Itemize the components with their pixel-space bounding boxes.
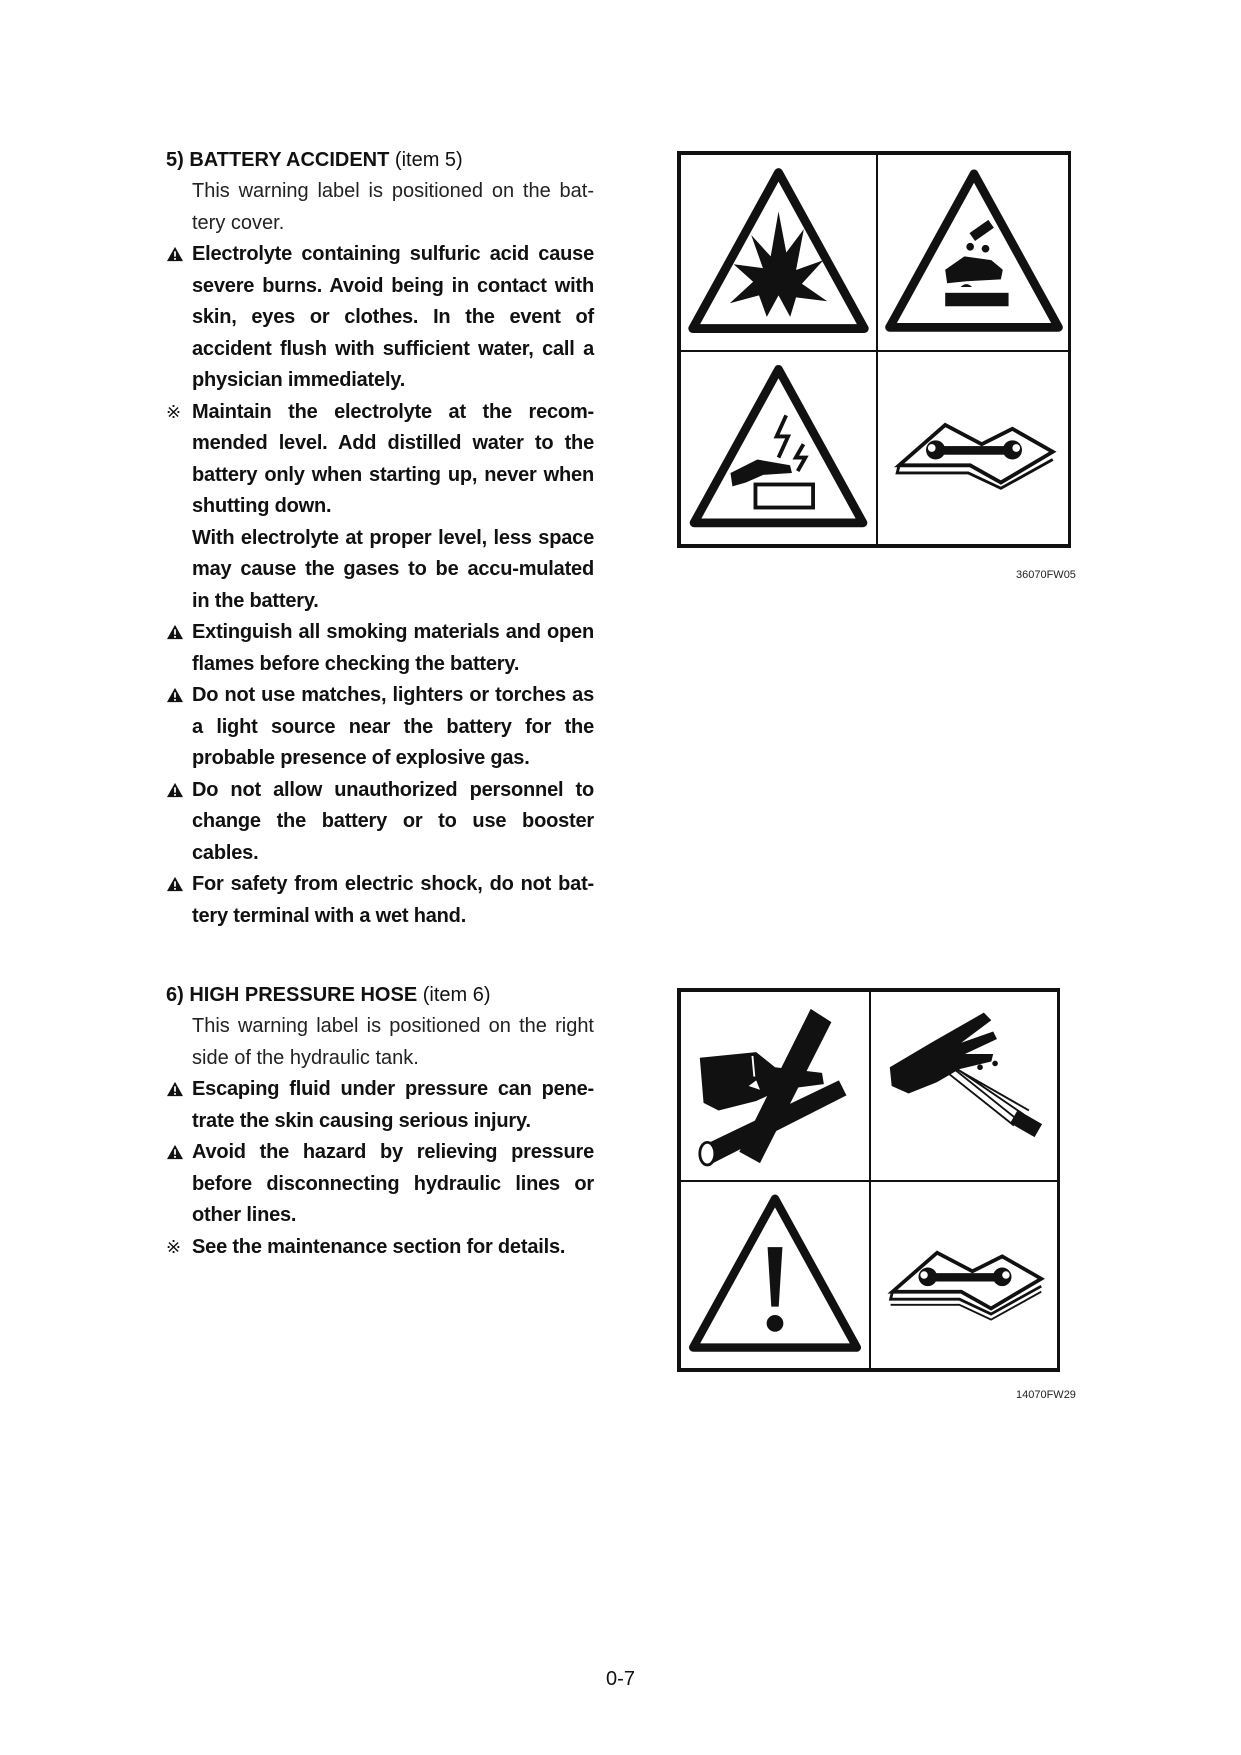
electric-shock-battery-warning-icon bbox=[680, 351, 877, 545]
notes-list bbox=[166, 1074, 594, 1263]
section-title bbox=[166, 145, 594, 176]
section-title bbox=[166, 980, 594, 1011]
page-number: 0-7 bbox=[606, 1668, 635, 1690]
note-text: With electrolyte at proper level, less space may cause the gases to be accu-mulated in the battery. bbox=[192, 526, 594, 612]
general-warning-icon bbox=[680, 1181, 870, 1369]
read-manual-icon bbox=[870, 1181, 1060, 1369]
warning-triangle-icon bbox=[166, 775, 190, 807]
note-item bbox=[166, 397, 594, 523]
fluid-spray-hand-icon bbox=[870, 991, 1060, 1181]
warning-triangle-icon bbox=[166, 617, 190, 649]
hose-injection-hand-icon bbox=[680, 991, 870, 1181]
note-item bbox=[166, 680, 594, 775]
note-item bbox=[166, 239, 594, 397]
note-item bbox=[166, 1137, 594, 1232]
note-text: Avoid the hazard by relieving pressure before disconnecting hydraulic lines or other lines. bbox=[192, 1141, 594, 1226]
section-title-text: 5) BATTERY ACCIDENT bbox=[166, 149, 390, 171]
note-item bbox=[166, 869, 594, 932]
reference-mark-icon: ※ bbox=[166, 401, 181, 422]
explosion-warning-icon bbox=[680, 154, 877, 351]
corrosive-acid-warning-icon bbox=[877, 154, 1071, 351]
battery-warning-label-figure bbox=[677, 151, 1071, 548]
notes-list bbox=[166, 239, 594, 932]
figure-code: 36070FW05 bbox=[1016, 569, 1076, 581]
note-text: Maintain the electrolyte at the recom-mended level. Add distilled water to the battery only when starting up, never when shutting down. bbox=[192, 400, 594, 517]
warning-triangle-icon bbox=[166, 869, 190, 901]
note-item bbox=[166, 1232, 594, 1264]
note-item bbox=[166, 1074, 594, 1137]
note-item bbox=[166, 617, 594, 680]
figure-code: 14070FW29 bbox=[1016, 1389, 1076, 1401]
note-text: Electrolyte containing sulfuric acid cause severe burns. Avoid being in contact with skin, eyes or clothes. In the event of accident flush with sufficient water, call a physician immediately. bbox=[192, 243, 594, 391]
section-high-pressure-hose bbox=[166, 980, 594, 1263]
warning-triangle-icon bbox=[166, 1137, 190, 1169]
note-text: Do not use matches, lighters or torches as a light source near the battery for the probable presence of explosive gas. bbox=[192, 684, 594, 769]
warning-triangle-icon bbox=[166, 1074, 190, 1106]
note-item bbox=[166, 523, 594, 618]
warning-triangle-icon bbox=[166, 680, 190, 712]
hose-warning-label-figure bbox=[677, 988, 1060, 1372]
intro-text: This warning label is positioned on the bat-tery cover. bbox=[192, 180, 594, 234]
note-item bbox=[166, 775, 594, 870]
section-item-ref: (item 5) bbox=[394, 149, 463, 171]
section-title-text: 6) HIGH PRESSURE HOSE bbox=[166, 984, 418, 1006]
note-text: Escaping fluid under pressure can pene-trate the skin causing serious injury. bbox=[192, 1078, 594, 1132]
section-battery-accident bbox=[166, 145, 594, 932]
read-manual-icon bbox=[877, 351, 1071, 545]
warning-triangle-icon bbox=[166, 239, 190, 271]
note-text: Extinguish all smoking materials and open flames before checking the battery. bbox=[192, 621, 594, 675]
note-text: Do not allow unauthorized personnel to change the battery or to use booster cables. bbox=[192, 778, 594, 864]
intro-text: This warning label is positioned on the right side of the hydraulic tank. bbox=[192, 1015, 594, 1069]
section-item-ref: (item 6) bbox=[422, 984, 491, 1006]
note-text: For safety from electric shock, do not bat-tery terminal with a wet hand. bbox=[192, 873, 594, 927]
note-text: See the maintenance section for details. bbox=[192, 1235, 566, 1258]
reference-mark-icon: ※ bbox=[166, 1236, 181, 1257]
